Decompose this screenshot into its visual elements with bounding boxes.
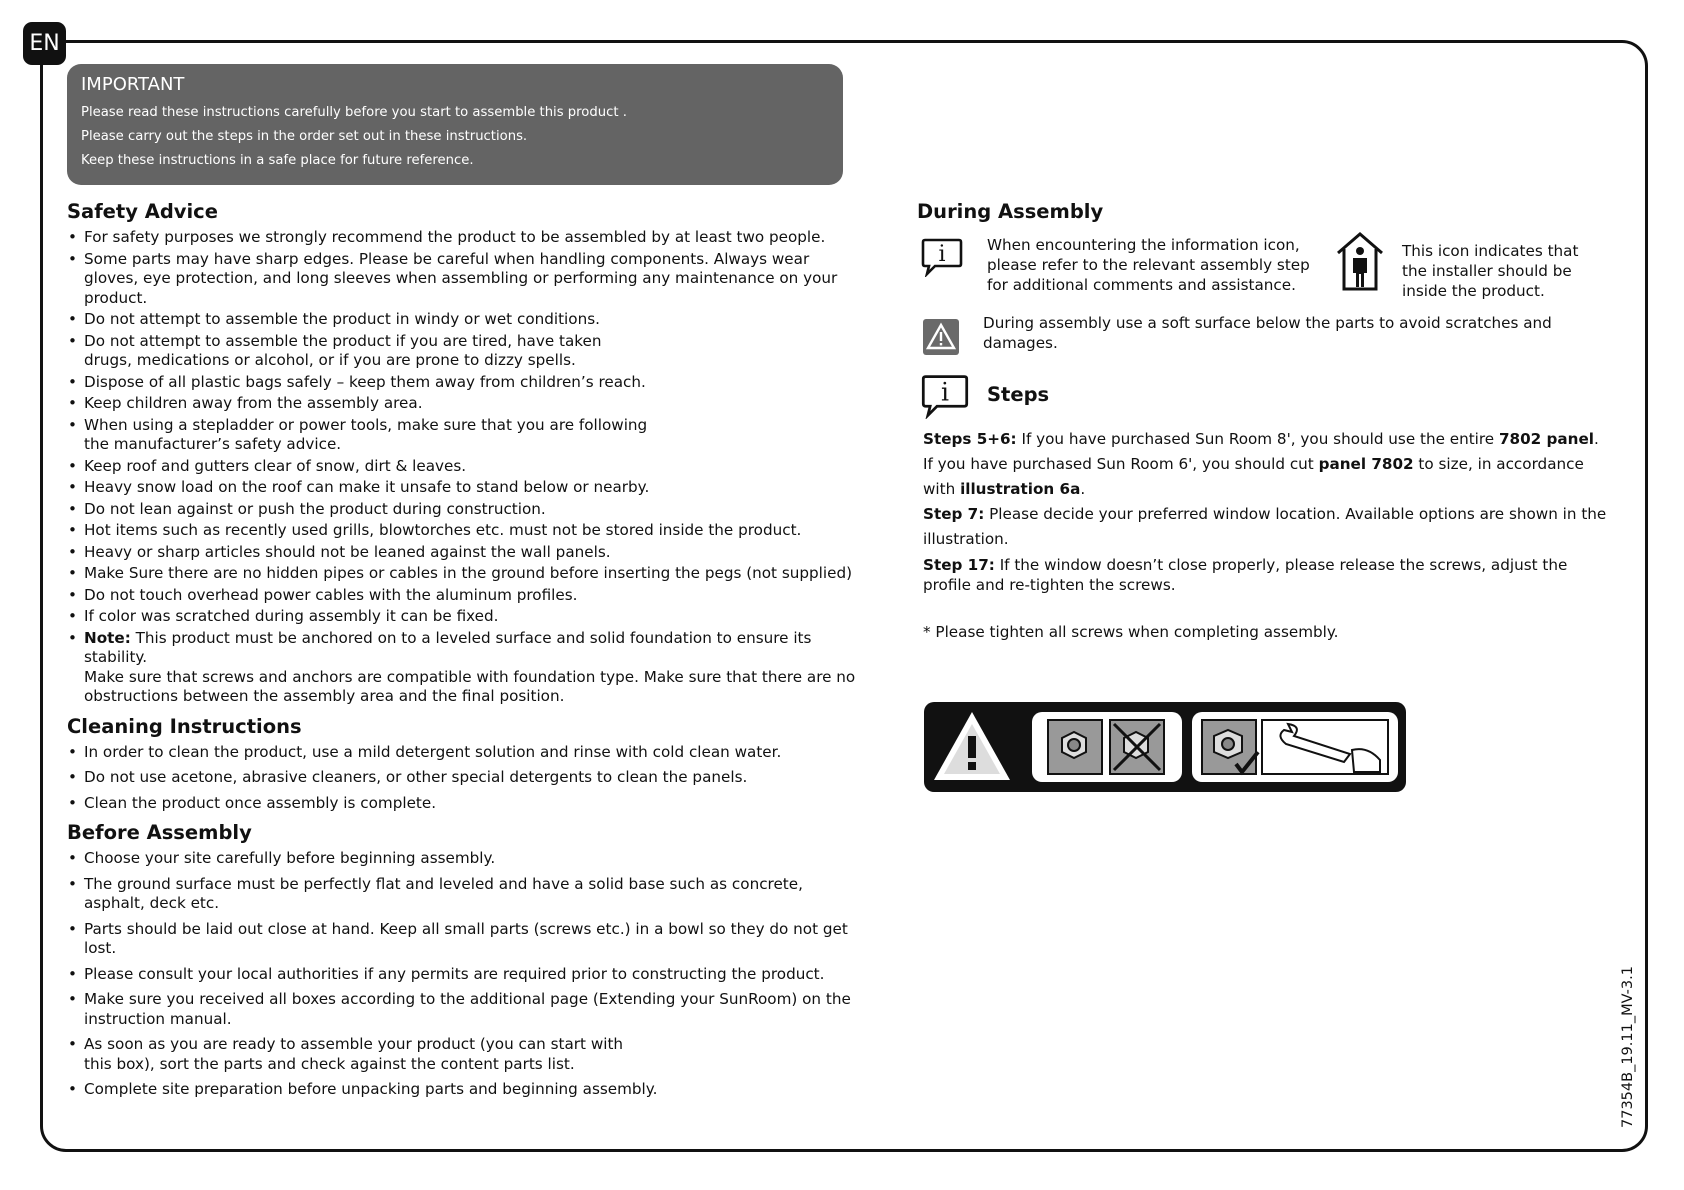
installer-icon-text: This icon indicates that the installer should be inside the product. xyxy=(1402,242,1579,300)
list-item: • Make Sure there are no hidden pipes or cables in the ground before inserting the pegs (not supplied) xyxy=(67,564,857,584)
warning-icon xyxy=(923,319,959,355)
step-5-6 xyxy=(923,427,1613,452)
step-bold: illustration 6a xyxy=(960,480,1081,498)
right-column xyxy=(917,200,1607,641)
step-label: Step 7: xyxy=(923,505,985,523)
info-legend-row xyxy=(917,231,1607,309)
list-item: • The ground surface must be perfectly flat and leveled and have a solid base such as concrete, asphalt, deck etc. xyxy=(67,875,857,914)
installer-inside-icon xyxy=(1335,231,1385,291)
warning-row xyxy=(917,313,1607,371)
list-item: • Do not lean against or push the product during construction. xyxy=(67,500,857,520)
svg-text:i: i xyxy=(940,377,950,407)
list-item: • Do not use acetone, abrasive cleaners, or other special detergents to clean the panels. xyxy=(67,768,857,788)
important-line: Please read these instructions carefully before you start to assemble this product . xyxy=(81,105,627,120)
step-text: to size, in accordance with xyxy=(923,455,1584,498)
correct-screw-icon xyxy=(1202,720,1258,774)
note-extra: Make sure that screws and anchors are compatible with foundation type. Make sure that there are no obstructions between the assembly area and the final position. xyxy=(84,667,856,705)
list-item: • Dispose of all plastic bags safely – keep them away from children’s reach. xyxy=(67,373,857,393)
step-bold: 7802 panel xyxy=(1498,430,1594,448)
safety-list xyxy=(67,228,857,707)
before-title: Before Assembly xyxy=(67,821,252,844)
step-17 xyxy=(923,555,1613,595)
step-label: Steps 5+6: xyxy=(923,430,1017,448)
list-item: • Do not attempt to assemble the product if you are tired, have taken drugs, medications or alcohol, or if you are prone to dizzy spells. xyxy=(67,332,654,371)
step-7 xyxy=(923,502,1613,552)
list-item: • Make sure you received all boxes according to the additional page (Extending your SunRoom) on the instruction manual. xyxy=(67,990,857,1029)
left-column xyxy=(67,200,857,1108)
steps-title: Steps xyxy=(987,383,1050,406)
list-item: • As soon as you are ready to assemble your product (you can start with this box), sort the parts and check against the content parts list. xyxy=(67,1035,654,1074)
cleaning-list xyxy=(67,743,857,814)
info-icon xyxy=(921,373,969,419)
steps-header xyxy=(917,371,1607,427)
important-box xyxy=(67,64,843,185)
step-text: If you have purchased Sun Room 8', you should use the entire xyxy=(1016,430,1499,448)
warning-text: During assembly use a soft surface below the parts to avoid scratches and damages. xyxy=(983,314,1552,352)
warning-triangle-icon xyxy=(934,712,1010,780)
step-text: Please decide your preferred window location. Available options are shown in the illustration. xyxy=(923,505,1607,548)
footnote: * Please tighten all screws when completing assembly. xyxy=(923,623,1339,641)
list-item: • If color was scratched during assembly it can be fixed. xyxy=(67,607,857,627)
note-text: This product must be anchored on to a leveled surface and solid foundation to ensure its stability. xyxy=(84,628,812,666)
tighten-screws-banner xyxy=(924,702,1406,792)
step-text: . xyxy=(1593,430,1599,448)
step-bold: panel 7802 xyxy=(1318,455,1414,473)
during-title: During Assembly xyxy=(917,200,1104,223)
list-item: • Keep children away from the assembly area. xyxy=(67,394,857,414)
wrench-icon xyxy=(1262,720,1388,774)
note-label: Note: xyxy=(84,628,131,647)
step-text: . xyxy=(1080,480,1086,498)
important-line: Keep these instructions in a safe place for future reference. xyxy=(81,153,474,168)
step-6-cut xyxy=(923,452,1613,502)
list-item: • Heavy or sharp articles should not be leaned against the wall panels. xyxy=(67,543,857,563)
list-item: • Keep roof and gutters clear of snow, dirt & leaves. xyxy=(67,457,857,477)
step-text: If the window doesn’t close properly, please release the screws, adjust the profile and re-tighten the screws. xyxy=(923,556,1568,594)
before-section xyxy=(67,821,857,1100)
list-item: • In order to clean the product, use a mild detergent solution and rinse with cold clean water. xyxy=(67,743,857,763)
list-item: • Heavy snow load on the roof can make it unsafe to stand below or nearby. xyxy=(67,478,857,498)
list-item: • Do not attempt to assemble the product in windy or wet conditions. xyxy=(67,310,857,330)
step-label: Step 17: xyxy=(923,556,995,574)
steps-body xyxy=(917,427,1613,595)
list-item: • Some parts may have sharp edges. Please be careful when handling components. Always wear gloves, eye protection, and long sleeves when assembling or performing any maintenance on your product. xyxy=(67,250,857,309)
tighten-screws-illustration xyxy=(924,702,1406,792)
list-item-note xyxy=(67,629,857,707)
step-text: If you have purchased Sun Room 6', you should cut xyxy=(923,455,1319,473)
cleaning-section xyxy=(67,715,857,814)
info-icon-text: When encountering the information icon, please refer to the relevant assembly step for additional comments and assistance. xyxy=(987,236,1310,294)
important-title: IMPORTANT xyxy=(81,74,185,95)
list-item: • Hot items such as recently used grills, blowtorches etc. must not be stored inside the product. xyxy=(67,521,857,541)
before-list xyxy=(67,849,857,1100)
cleaning-title: Cleaning Instructions xyxy=(67,714,302,738)
list-item: • When using a stepladder or power tools, make sure that you are following the manufacturer’s safety advice. xyxy=(67,416,654,455)
svg-text:i: i xyxy=(938,242,946,267)
document-code: 77354B_19.11_MV-3.1 xyxy=(1620,966,1636,1128)
list-item: • Complete site preparation before unpacking parts and beginning assembly. xyxy=(67,1080,857,1100)
safety-title: Safety Advice xyxy=(67,200,218,223)
list-item: • Parts should be laid out close at hand. Keep all small parts (screws etc.) in a bowl so they do not get lost. xyxy=(67,920,857,959)
overtight-screw-icon xyxy=(1110,720,1164,774)
language-badge: EN xyxy=(23,22,66,65)
list-item: • For safety purposes we strongly recommend the product to be assembled by at least two people. xyxy=(67,228,857,248)
safety-section xyxy=(67,200,857,707)
info-icon xyxy=(921,237,963,277)
list-item: • Clean the product once assembly is complete. xyxy=(67,794,857,814)
list-item: • Do not touch overhead power cables with the aluminum profiles. xyxy=(67,586,857,606)
important-line: Please carry out the steps in the order set out in these instructions. xyxy=(81,129,528,144)
loose-screw-icon xyxy=(1048,720,1102,774)
list-item: • Please consult your local authorities if any permits are required prior to constructing the product. xyxy=(67,965,857,985)
list-item: • Choose your site carefully before beginning assembly. xyxy=(67,849,857,869)
